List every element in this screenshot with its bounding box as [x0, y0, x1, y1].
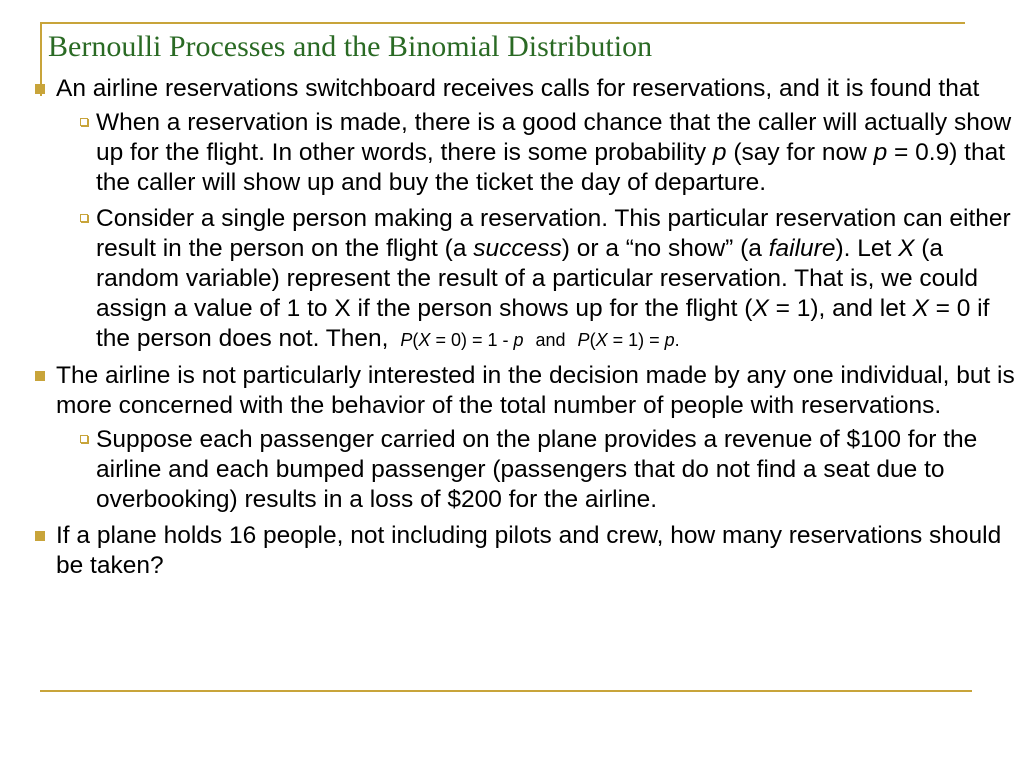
text-run: (a random variable) represent the result of a particular reservation. That is, we could assign a value of 1 to X if the person shows up for the flight ( [96, 235, 978, 322]
bullet-2-text: The airline is not particularly interested in the decision made by any one individual, but is more concerned with the behavior of the total number of people with reservations. [56, 362, 1015, 419]
square-bullet-icon [35, 84, 45, 94]
square-bullet-icon [35, 371, 45, 381]
text-run: = 0 if the person does not. Then, [96, 295, 990, 352]
sub-bullet-2-1 [96, 425, 1016, 515]
formula-paren: ( [589, 330, 596, 350]
text-run: When a reservation is made, there is a good chance that the caller will actually show up for the flight. In other words, there is some probability [96, 109, 1012, 166]
term-success: success [473, 235, 562, 262]
formula-p: p [664, 330, 675, 350]
hollow-square-bullet-icon [80, 118, 88, 126]
sub-bullet-1-1 [96, 108, 1016, 198]
formula-X: X [418, 330, 431, 350]
text-run: = 0.9) that the caller will show up and buy the ticket the day of departure. [96, 139, 1006, 196]
slide-title: Bernoulli Processes and the Binomial Distribution [48, 30, 653, 63]
hollow-square-bullet-icon [80, 214, 88, 222]
formula-p: p [513, 330, 524, 350]
text-run: ). Let [835, 235, 899, 262]
top-rule [40, 22, 965, 24]
formula-eq: = 0) = 1 - [430, 330, 514, 350]
bullet-3-text: If a plane holds 16 people, not including pilots and crew, how many reservations should be taken? [56, 522, 1002, 579]
bullet-2 [56, 361, 1016, 421]
bullet-1 [56, 74, 1016, 104]
sub-bullet-1-2 [96, 204, 1016, 355]
formula-eq: = 1) = [607, 330, 665, 350]
probability-formula [400, 330, 679, 350]
variable-x: X [912, 295, 929, 322]
variable-p: p [712, 139, 727, 166]
sub-bullet-2-1-text: Suppose each passenger carried on the plane provides a revenue of $100 for the airline and each bumped passenger (passengers that do not find a seat due to overbooking) results in a loss of $200 for the airline. [96, 426, 978, 513]
formula-P: P [400, 330, 413, 350]
slide-content [0, 74, 1024, 585]
variable-x: X [752, 295, 769, 322]
text-run: (say for now [726, 139, 874, 166]
text-run: ) or a “no show” (a [561, 235, 769, 262]
square-bullet-icon [35, 531, 45, 541]
formula-and: and [535, 330, 566, 350]
text-run: Consider a single person making a reservation. This particular reservation can either result in the person on the flight (a [96, 205, 1011, 262]
bottom-rule [40, 690, 972, 692]
text-run: = 1), and let [768, 295, 913, 322]
variable-x: X [898, 235, 915, 262]
term-failure: failure [768, 235, 836, 262]
bullet-3 [56, 521, 1016, 581]
formula-X: X [595, 330, 608, 350]
formula-paren: ( [412, 330, 419, 350]
hollow-square-bullet-icon [80, 435, 88, 443]
formula-period: . [674, 330, 680, 350]
formula-P: P [577, 330, 590, 350]
variable-p: p [873, 139, 888, 166]
bullet-1-text: An airline reservations switchboard receives calls for reservations, and it is found that [56, 75, 980, 102]
